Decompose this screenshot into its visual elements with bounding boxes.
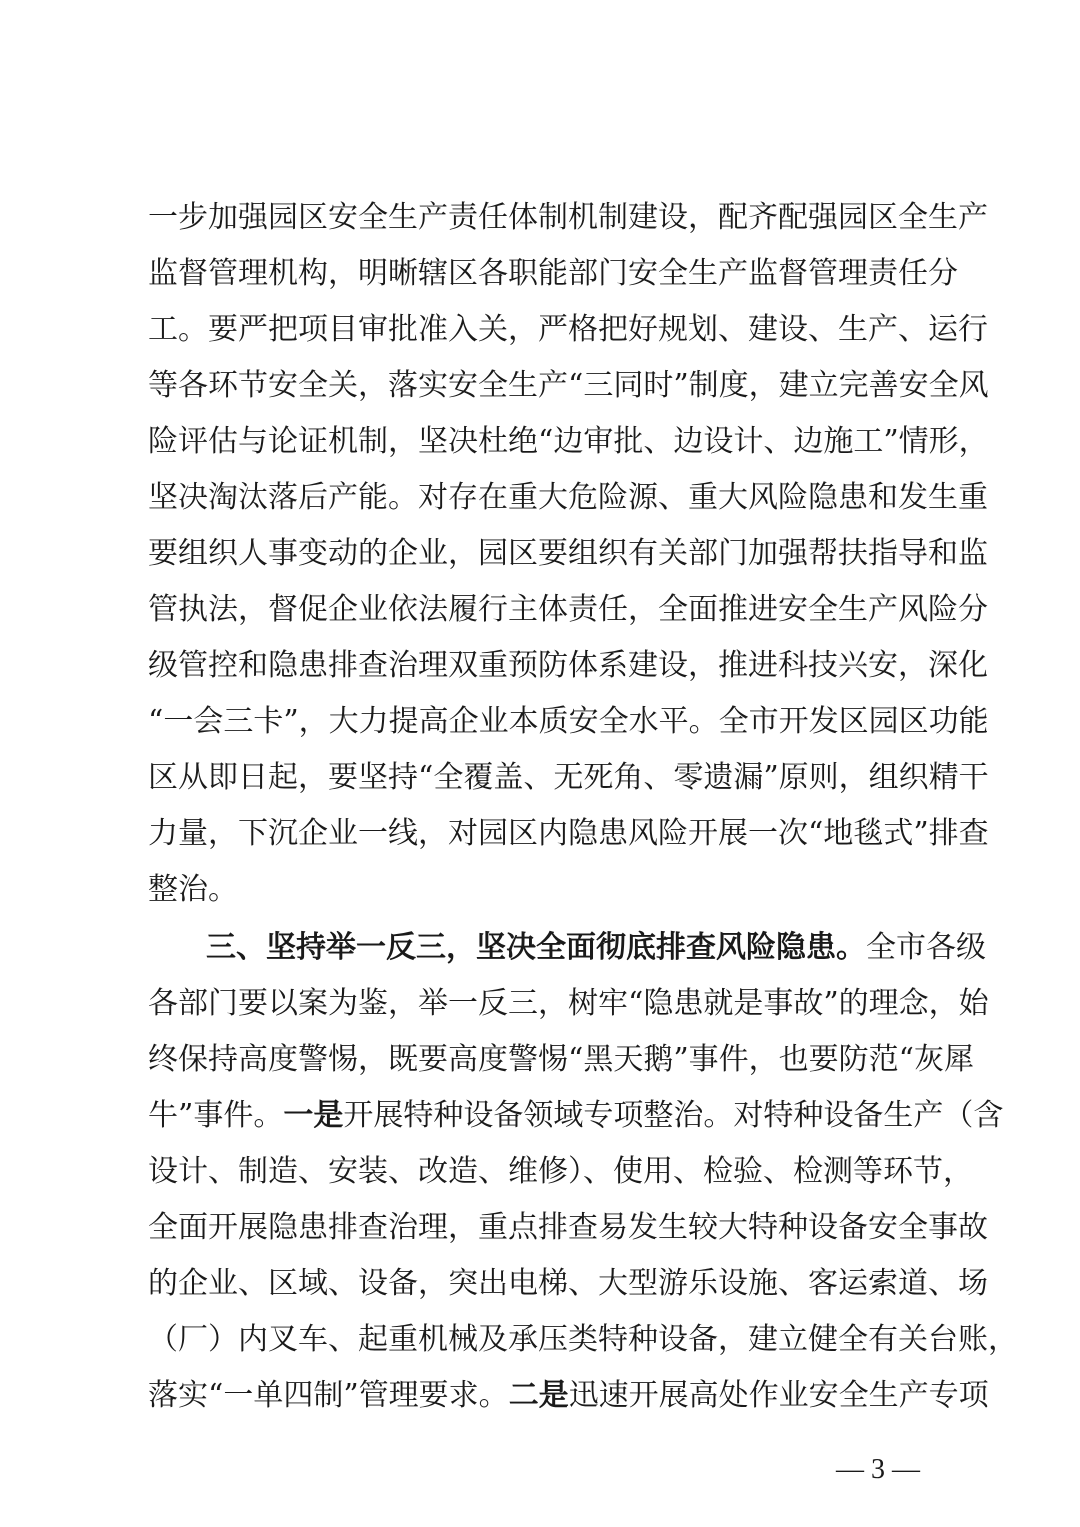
bold-marker: 一是 bbox=[283, 1098, 344, 1133]
section-heading: 三、坚持举一反三，坚决全面彻底排查风险隐患。 bbox=[206, 930, 866, 965]
paragraph-line: 一步加强园区安全生产责任体制机制建设，配齐配强园区全生产 bbox=[148, 200, 988, 235]
paragraph-line: 设计、制造、安装、改造、维修）、使用、检验、检测等环节， bbox=[148, 1154, 973, 1189]
page-number: — 3 — bbox=[836, 1454, 920, 1485]
paragraph-line: （厂）内叉车、起重机械及承压类特种设备，建立健全有关台账， bbox=[148, 1322, 1018, 1357]
section-heading-rest: 全市各级 bbox=[866, 930, 986, 965]
paragraph-line: 全面开展隐患排查治理，重点排查易发生较大特种设备安全事故 bbox=[148, 1210, 988, 1245]
section-heading-line bbox=[206, 928, 986, 968]
text-segment: 开展特种设备领域专项整治。对特种设备生产（含 bbox=[343, 1098, 1004, 1133]
paragraph-line: 要组织人事变动的企业，园区要组织有关部门加强帮扶指导和监 bbox=[148, 536, 988, 571]
paragraph-line: 级管控和隐患排查治理双重预防体系建设，推进科技兴安，深化 bbox=[148, 648, 988, 683]
paragraph-line: 监督管理机构，明晰辖区各职能部门安全生产监督管理责任分 bbox=[148, 256, 958, 291]
paragraph-line: 险评估与论证机制，坚决杜绝“边审批、边设计、边施工”情形， bbox=[148, 424, 989, 459]
paragraph-line bbox=[148, 1096, 1004, 1136]
text-segment: 落实“一单四制”管理要求。 bbox=[148, 1378, 509, 1413]
paragraph-line bbox=[148, 1376, 989, 1416]
paragraph-line: 坚决淘汰落后产能。对存在重大危险源、重大风险隐患和发生重 bbox=[148, 480, 988, 515]
paragraph-line: 各部门要以案为鉴，举一反三，树牢“隐患就是事故”的理念，始 bbox=[148, 986, 989, 1021]
text-segment: 迅速开展高处作业安全生产专项 bbox=[568, 1378, 989, 1413]
text-segment: 牛”事件。 bbox=[148, 1098, 284, 1133]
paragraph-line: 工。要严把项目审批准入关，严格把好规划、建设、生产、运行 bbox=[148, 312, 988, 347]
paragraph-line: “一会三卡”，大力提高企业本质安全水平。全市开发区园区功能 bbox=[148, 704, 989, 739]
paragraph-line: 整治。 bbox=[148, 872, 238, 907]
paragraph-line: 终保持高度警惕，既要高度警惕“黑天鹅”事件，也要防范“灰犀 bbox=[148, 1042, 975, 1077]
paragraph-line: 的企业、区域、设备，突出电梯、大型游乐设施、客运索道、场 bbox=[148, 1266, 988, 1301]
bold-marker: 二是 bbox=[508, 1378, 569, 1413]
paragraph-line: 力量，下沉企业一线，对园区内隐患风险开展一次“地毯式”排查 bbox=[148, 816, 989, 851]
paragraph-line: 区从即日起，要坚持“全覆盖、无死角、零遗漏”原则，组织精干 bbox=[148, 760, 989, 795]
paragraph-line: 等各环节安全关，落实安全生产“三同时”制度，建立完善安全风 bbox=[148, 368, 989, 403]
paragraph-line: 管执法，督促企业依法履行主体责任，全面推进安全生产风险分 bbox=[148, 592, 988, 627]
